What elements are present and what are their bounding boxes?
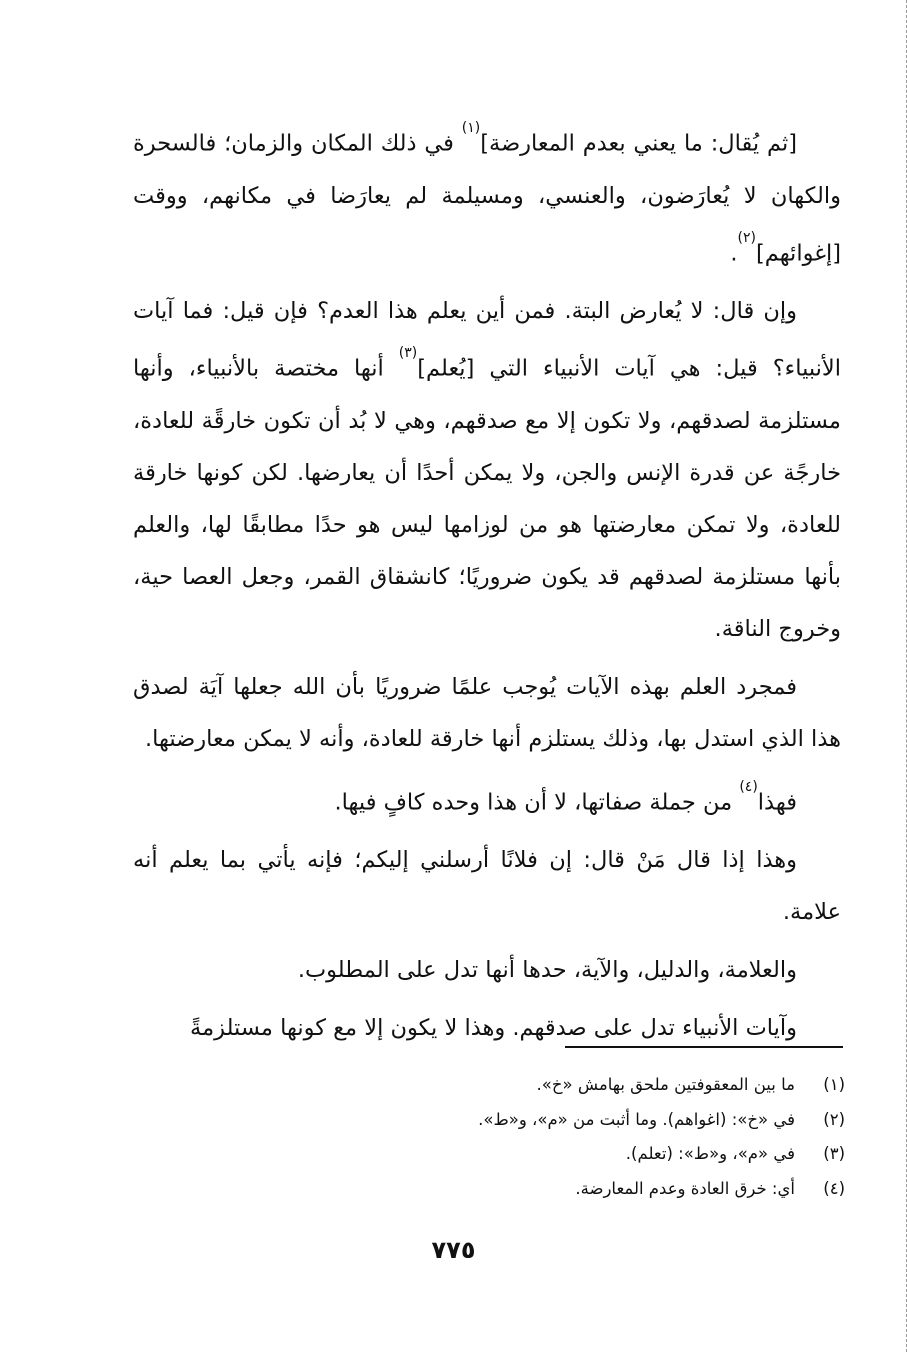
- footnote-text: في «م»، و«ط»: (تعلم).: [625, 1144, 795, 1163]
- footnote-number: (٢): [823, 1109, 845, 1129]
- footnote-4: [145, 1172, 845, 1207]
- main-text-body: [133, 112, 841, 1060]
- footnote-ref-1: (١): [461, 120, 481, 136]
- paragraph-2-text-2: أنها مختصة بالأنبياء، وأنها مستلزمة لصدقهم، ولا تكون إلا مع صدقهم، وهي لا بُد أن تكون خارقًة للعادة، خارجًة عن قدرة الإنس والجن، ولا يمكن أحدًا أن يعارضها. لكن كونها خارقة للعادة، ولا تمكن معارضتها هو من لوزامها ليس هو حدًا مطابقًا لها، والعلم بأنها مستلزمة لصدقهم قد يكون ضروريًا؛ كانشقاق القمر، وجعل العصا حية، وخروج الناقة.: [133, 355, 841, 642]
- footnote-text: ما بين المعقوفتين ملحق بهامش «خ».: [536, 1075, 795, 1094]
- paragraph-1-text-2: في ذلك المكان والزمان؛ فالسحرة والكهان لا يُعارَضون، والعنسي، ومسيلمة لم يعارَضا في مكانهم، ووقت [إغوائهم]: [133, 130, 841, 266]
- footnote-number: (٤): [823, 1178, 845, 1198]
- footnote-ref-3: (٣): [398, 345, 418, 361]
- paragraph-3: [133, 661, 841, 765]
- footnote-ref-4: (٤): [739, 778, 758, 795]
- footnote-number: (٣): [823, 1144, 845, 1163]
- paragraph-2-text-1: وإن قال: لا يُعارض البتة. فمن أين يعلم هذا العدم؟ فإن قيل: فما آيات الأنبياء؟ قيل: هي آيات الأنبياء التي [يُعلم]: [133, 298, 841, 382]
- paragraph-5: [133, 834, 841, 938]
- footnote-1: [145, 1068, 845, 1103]
- paragraph-3-text: فمجرد العلم بهذه الآيات يُوجب علمًا ضروريًا بأن الله جعلها آيَة لصدق هذا الذي استدل بها، وذلك يستلزم أنها خارقة للعادة، وأنه لا يمكن معارضتها.: [133, 673, 841, 752]
- paragraph-1-text-3: .: [730, 240, 738, 266]
- paragraph-7-text: وآيات الأنبياء تدل على صدقهم. وهذا لا يكون إلا مع كونها مستلزمةً: [190, 1015, 797, 1041]
- footnote-text: في «خ»: (اغواهم). وما أثبت من «م»، و«ط».: [478, 1109, 795, 1129]
- footnotes-section: [145, 1068, 845, 1206]
- footnote-number: (١): [823, 1075, 845, 1094]
- footnote-2: [145, 1103, 845, 1138]
- page-number: ٧٧٥: [431, 1236, 476, 1264]
- footnote-ref-2: (٢): [737, 229, 756, 246]
- paragraph-4: [133, 771, 841, 829]
- paragraph-6-text: والعلامة، والدليل، والآية، حدها أنها تدل على المطلوب.: [297, 957, 797, 983]
- paragraph-6: [133, 944, 841, 996]
- paragraph-1-text-1: [ثم يُقال: ما يعني بعدم المعارضة]: [480, 130, 797, 157]
- footnote-separator: [565, 1046, 843, 1048]
- footnote-text: أي: خرق العادة وعدم المعارضة.: [575, 1178, 795, 1198]
- paragraph-4-text-1: فهذا: [757, 789, 797, 815]
- paragraph-2: [133, 285, 841, 655]
- paragraph-1: [133, 112, 841, 279]
- paragraph-4-text-2: من جملة صفاتها، لا أن هذا وحده كافٍ فيها.: [334, 789, 740, 815]
- paragraph-5-text: وهذا إذا قال مَنْ قال: إن فلانًا أرسلني إليكم؛ فإنه يأتي بما يعلم أنه علامة.: [133, 847, 841, 925]
- footnote-3: [145, 1137, 845, 1172]
